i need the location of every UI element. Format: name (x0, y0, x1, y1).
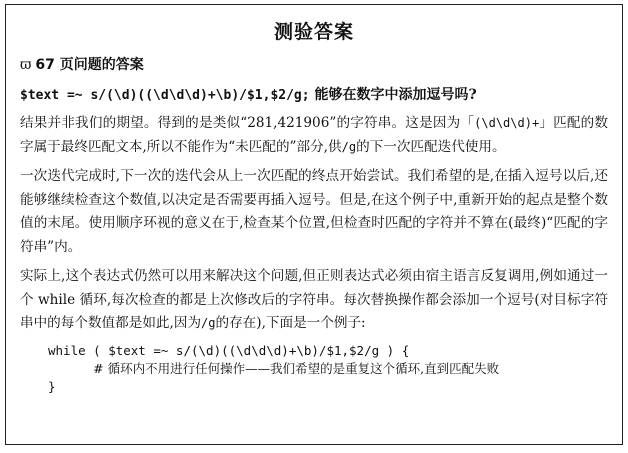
paragraph-2: 一次迭代完成时,下一次的迭代会从上一次匹配的终点开始尝试。我们希望的是,在插入逗号以后,还能够继续检查这个数值,以决定是否需要再插入逗号。但是,在这个例子中,重新开始的起点是整个数值的末尾。使用顺序环视的意义在于,检查某个位置,但检查时匹配的字符并不算在(最终)“匹配的字符串”内。 (20, 168, 608, 255)
paragraph-3-code: /g (201, 316, 216, 330)
code-line-3: } (48, 378, 56, 394)
paragraph-1 (20, 112, 608, 159)
code-example (48, 342, 608, 396)
code-line-2-indent (48, 361, 93, 376)
paragraph-3 (20, 265, 608, 336)
question-line (20, 84, 608, 104)
paragraph-1-text-b: 」匹配的数字属于最终匹配文本,所以不能作为“未匹配的”部分,供 (20, 115, 608, 155)
code-line-1: while ( $text =~ s/(\d)((\d\d\d)+\b)/$1,$2/g ) { (48, 342, 410, 358)
code-line-2 (48, 360, 608, 378)
paragraph-1-code-1: (\d\d\d)+ (474, 116, 540, 130)
answer-box (5, 4, 623, 445)
question-code: $text =~ s/(\d)((\d\d\d)+\b)/$1,$2/g; (20, 88, 310, 103)
paragraph-1-code-2: /g (341, 139, 357, 154)
answer-subheading (20, 54, 608, 74)
code-comment: # 循环内不用进行任何操作——我们希望的是重复这个循环,直到匹配失败 (93, 360, 500, 376)
subheading-text: 67 页问题的答案 (35, 57, 144, 73)
paragraph-1-text-a: 结果并非我们的期望。得到的是类似“281,421906”的字符串。这是因为「 (20, 115, 475, 131)
section-symbol: ϖ (20, 57, 32, 73)
page-title: 测验答案 (273, 21, 354, 43)
paragraph-1-text-c: 的下一次匹配迭代使用。 (356, 138, 506, 155)
question-text: 能够在数字中添加逗号吗? (309, 87, 477, 103)
paragraph-3-text-a: 实际上,这个表达式仍然可以用来解决这个问题,但正则表达式必须由宿主语言反复调用,例如通过一个 while 循环,每次检查的都是上次修改后的字符串。每次替换操作都会添加一个逗号(对目标字符串中的每个数值都是如此,因为 (20, 268, 608, 331)
paragraph-3-text-b: 的存在),下面是一个例子: (215, 315, 366, 331)
